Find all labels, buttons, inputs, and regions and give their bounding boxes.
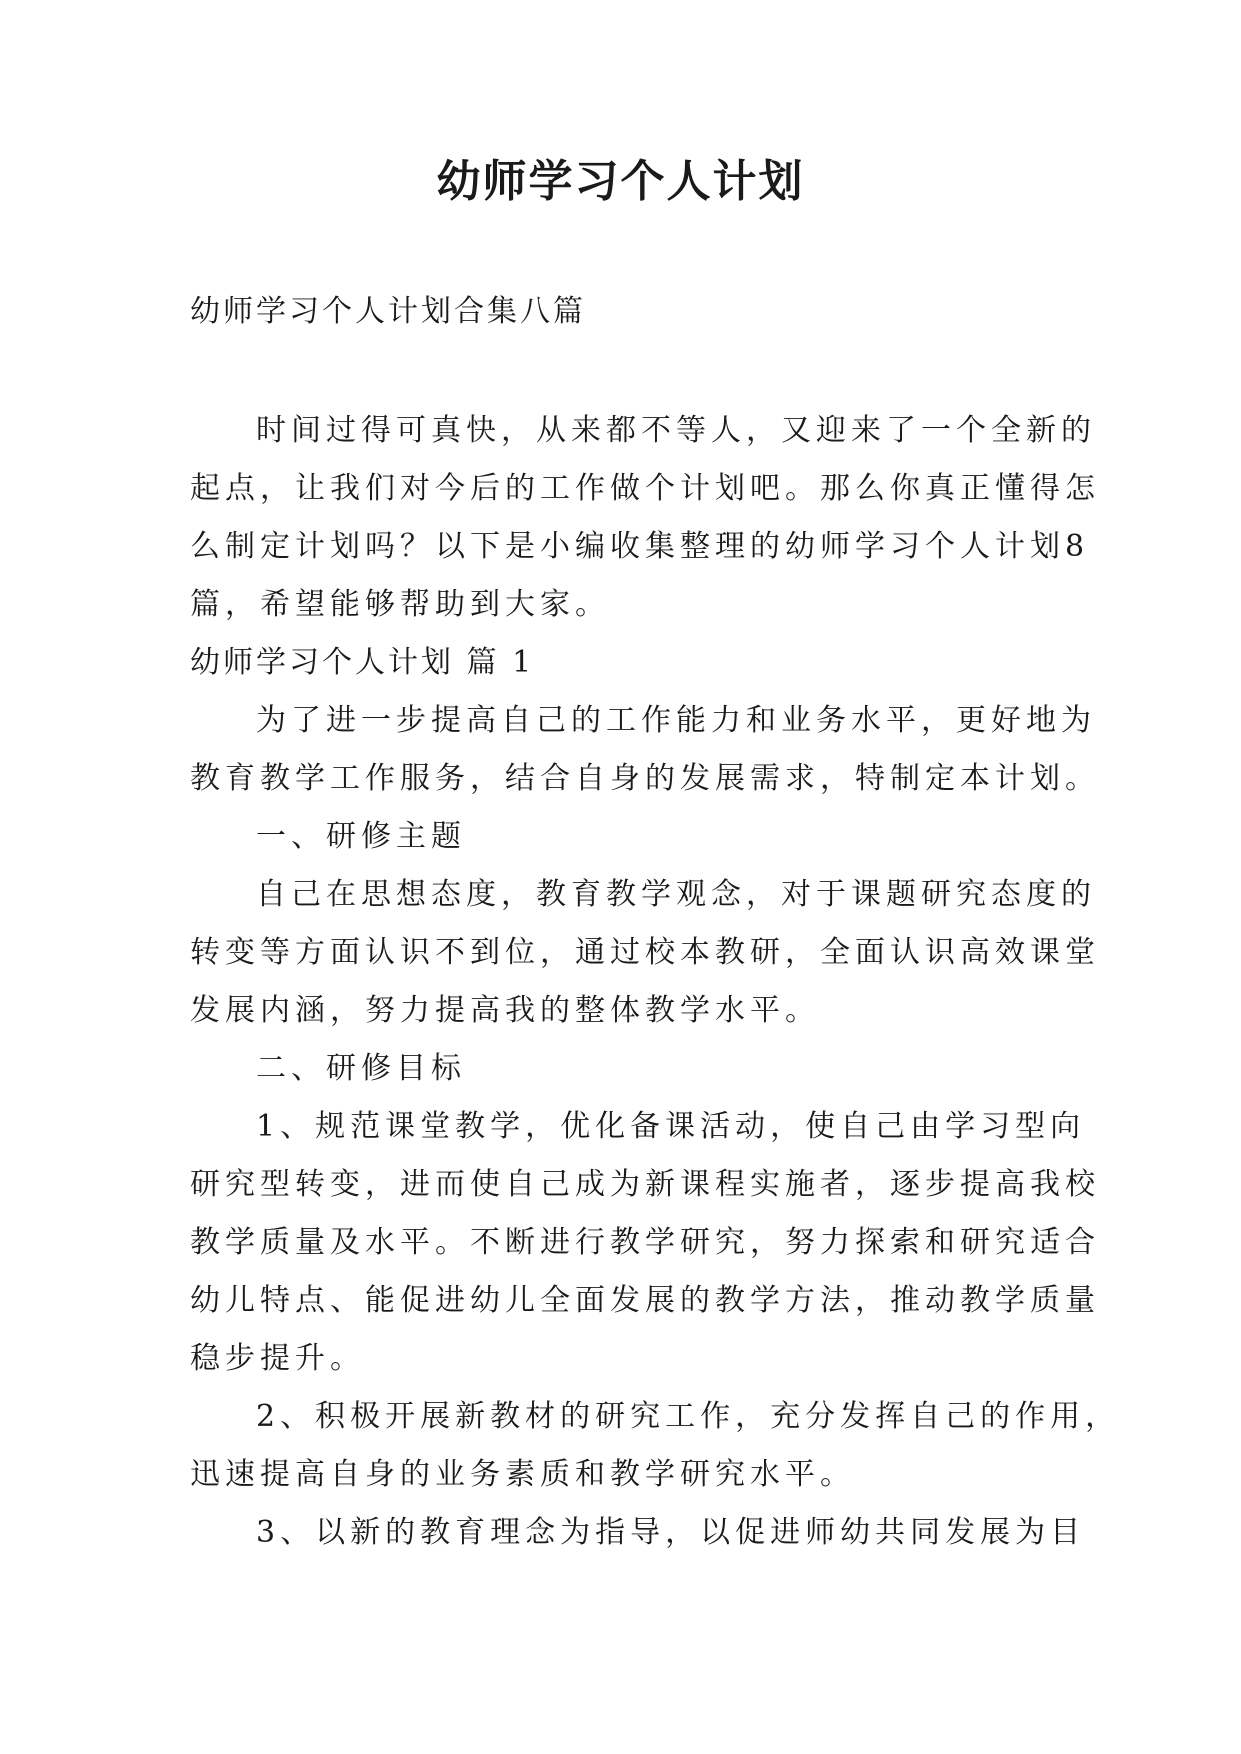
text-line: 教育教学工作服务，结合自身的发展需求，特制定本计划。	[190, 761, 1100, 796]
text-line: 迅速提高自身的业务素质和教学研究水平。	[190, 1457, 855, 1492]
text-line: 么制定计划吗？以下是小编收集整理的幼师学习个人计划8	[190, 529, 1090, 564]
text-line: 研究型转变，进而使自己成为新课程实施者，逐步提高我校	[190, 1167, 1100, 1202]
section-heading: 幼师学习个人计划 篇 1	[190, 645, 535, 680]
text-line: 篇，希望能够帮助到大家。	[190, 587, 610, 622]
text-line: 稳步提升。	[190, 1341, 365, 1376]
subsection-heading: 二、研修目标	[256, 1051, 466, 1086]
text-line: 起点，让我们对今后的工作做个计划吧。那么你真正懂得怎	[190, 471, 1100, 506]
text-line: 2、积极开展新教材的研究工作，充分发挥自己的作用，	[256, 1399, 1121, 1434]
text-line: 教学质量及水平。不断进行教学研究，努力探索和研究适合	[190, 1225, 1100, 1260]
text-line: 为了进一步提高自己的工作能力和业务水平，更好地为	[256, 703, 1096, 738]
document-body	[190, 402, 1121, 1562]
text-line: 3、以新的教育理念为指导，以促进师幼共同发展为目	[256, 1515, 1086, 1550]
text-line: 幼儿特点、能促进幼儿全面发展的教学方法，推动教学质量	[190, 1283, 1100, 1318]
subsection-heading: 一、研修主题	[256, 819, 466, 854]
text-line: 1、规范课堂教学，优化备课活动，使自己由学习型向	[256, 1109, 1086, 1144]
text-line: 自己在思想态度，教育教学观念，对于课题研究态度的	[256, 877, 1096, 912]
document-title: 幼师学习个人计划	[436, 156, 805, 207]
text-line: 转变等方面认识不到位，通过校本教研，全面认识高效课堂	[190, 935, 1100, 970]
text-line: 发展内涵，努力提高我的整体教学水平。	[190, 993, 820, 1028]
text-line: 时间过得可真快，从来都不等人，又迎来了一个全新的	[256, 413, 1096, 448]
document-subtitle: 幼师学习个人计划合集八篇	[190, 294, 586, 329]
